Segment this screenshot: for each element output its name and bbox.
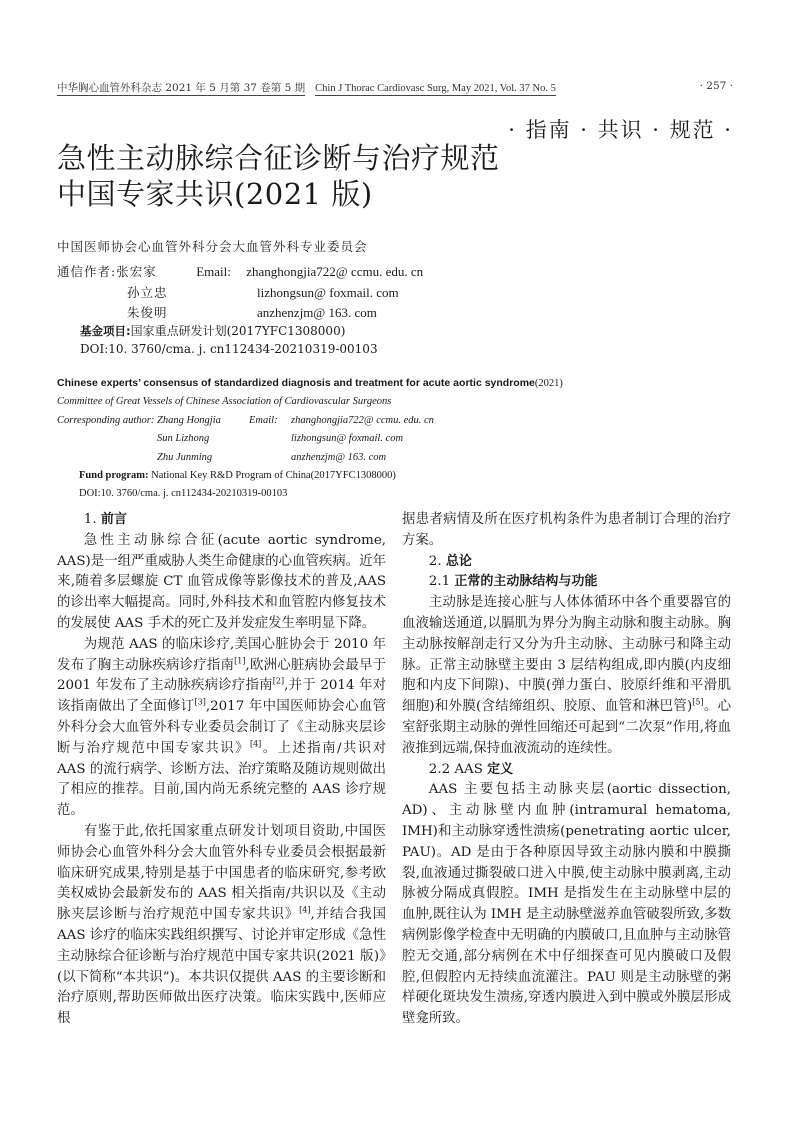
section-title: 前言	[100, 512, 127, 527]
paragraph-text: 有鉴于此,依托国家重点研发计划项目资助,中国医师协会心血管外科分会大血管外科专业委员会根据最新临床研究成果,特别是基于中国患者的临床研究,参考欧美权威协会最新发布的 AAS 相关指南/共识以及《主动脉夹层诊断与治疗规范中国专家共识》	[57, 823, 386, 923]
english-fund-label: Fund program:	[79, 470, 149, 482]
section-heading	[402, 760, 731, 781]
author-row	[57, 262, 423, 283]
citation-ref[interactable]: [4]	[249, 739, 262, 749]
citation-ref[interactable]: [1]	[234, 656, 246, 666]
english-committee: Committee of Great Vessels of Chinese Association of Cardiovascular Surgeons	[57, 396, 392, 408]
english-author-email: zhanghongjia722@ ccmu. edu. cn	[291, 414, 434, 426]
body-column-right	[402, 510, 731, 1030]
author-name: 朱俊明	[127, 305, 168, 320]
paragraph-text: 。上述指南/共识对 AAS 的流行病学、诊断方法、治疗策略及随访规则做出了相应的推荐。目前,国内尚无系统完整的 AAS 诊疗规范。	[57, 740, 386, 819]
section-number: 2.	[428, 553, 446, 569]
english-email-label: Email:	[249, 414, 278, 426]
author-email: anzhenzjm@ 163. com	[257, 305, 377, 320]
english-author-row	[57, 449, 563, 467]
body-paragraph	[402, 780, 731, 1030]
section-title: 总论	[445, 553, 472, 569]
paragraph-text: ,并结合我国 AAS 诊疗的临床实践组织撰写、讨论并审定形成《急性主动脉综合征诊断与治疗规范中国专家共识(2021 版)》(以下简称“本共识”)。本共识仅提供 AAS 的主要诊断和治疗原则,帮助医师做出医疗决策。临床实践中,医师应根	[57, 907, 386, 1027]
section-heading	[402, 552, 731, 573]
paragraph-text: 急性主动脉综合征(acute aortic syndrome, AAS)是一组严重威胁人类生命健康的心血管疾病。近年来,随着多层螺旋 CT 血管成像等影像技术的普及,AAS 的诊出率大幅提高。同时,外科技术和血管腔内修复技术的发展使 AAS 手术的死亡及并发症发生率明显下降。	[57, 532, 386, 631]
organization: 中国医师协会心血管外科分会大血管外科专业委员会	[57, 239, 368, 254]
corr-author-label: 通信作者:	[57, 264, 117, 279]
paragraph-text: 主动脉是连接心脏与人体体循环中各个重要器官的血液输送通道,以膈肌为界分为胸主动脉和腹主动脉。胸主动脉按解剖走行又分为升主动脉、主动脉弓和降主动脉。正常主动脉壁主要由 3 层结构组成,即内膜(内皮细胞和内皮下间隙)、中膜(弹力蛋白、胶原纤维和平滑肌细胞)和外膜(含结缔组织、胶原、血管和淋巴管)	[402, 595, 731, 715]
paragraph-text: ,2017 年中国医师协会心血管外科分会大血管外科专业委员会制订了《主动脉夹层诊断与治疗规范中国专家共识》	[57, 699, 386, 756]
body-paragraph	[402, 510, 731, 552]
author-row	[57, 303, 423, 324]
body-paragraph	[57, 635, 386, 822]
english-author-row	[57, 412, 563, 430]
paragraph-text: AAS 主要包括主动脉夹层(aortic dissection, AD)、主动脉壁内血肿(intramural hematoma, IMH)和主动脉穿透性溃疡(penetrating aortic ulcer, PAU)。AD 是由于各种原因导致主动脉内膜和中膜撕裂,血液通过撕裂破口进入中膜,使主动脉中膜剥离,主动脉被分隔成真假腔。IMH 是指发生在主动脉壁中层的血肿,既往认为 IMH 是主动脉壁滋养血管破裂所致,多数病例影像学检查中无明确的内膜破口,且血肿与主动脉管腔无交通,部分病例在术中仔细探查可见内膜破口及假腔,但假腔内无持续血流灌注。PAU 则是主动脉壁的粥样硬化斑块发生溃疡,穿透内膜进入到中膜或外膜层形成壁龛所致。	[402, 782, 731, 1027]
title-line-2: 中国专家共识(2021 版)	[57, 177, 373, 211]
english-author-row	[57, 430, 563, 448]
english-author-email: anzhenzjm@ 163. com	[291, 451, 387, 463]
fund-info	[80, 322, 378, 358]
journal-cn: 中华胸心血管外科杂志 2021 年 5 月第 37 卷第 5 期	[57, 82, 306, 94]
section-number: 1.	[83, 512, 101, 527]
paragraph-text: 据患者病情及所在医疗机构条件为患者制订合理的治疗方案。	[402, 512, 731, 548]
page-title	[57, 140, 500, 212]
english-corr-label: Corresponding author:	[57, 414, 155, 426]
section-number: 2.2 AAS	[428, 761, 488, 777]
author-name: 孙立忠	[127, 284, 168, 300]
body-column-left	[57, 510, 386, 1030]
body-paragraph	[402, 593, 731, 759]
english-title-year: (2021)	[534, 378, 563, 389]
english-author-name: Zhu Junming	[157, 451, 213, 463]
email-label: Email:	[196, 264, 231, 279]
title-line-1: 急性主动脉综合征诊断与治疗规范	[57, 141, 500, 175]
body-paragraph	[57, 531, 386, 635]
doi: DOI:10. 3760/cma. j. cn112434-20210319-00103	[80, 342, 378, 356]
section-tag: · 指南 · 共识 · 规范 ·	[508, 118, 733, 142]
running-header	[57, 80, 556, 95]
paragraph-text: ,欧洲心脏病协会最早于 2001 年发布了主动脉疾病诊疗指南	[57, 657, 386, 694]
citation-ref[interactable]: [5]	[692, 697, 704, 707]
section-heading	[57, 510, 386, 531]
body-paragraph	[57, 822, 386, 1030]
journal-en: Chin J Thorac Cardiovasc Surg, May 2021, Vol. 37 No. 5	[315, 83, 556, 94]
citation-ref[interactable]: [3]	[194, 697, 206, 707]
author-row	[57, 283, 423, 304]
fund-label: 基金项目:	[80, 324, 131, 338]
fund-text: 国家重点研发计划(2017YFC1308000)	[130, 324, 346, 338]
author-name: 张宏家	[116, 264, 157, 279]
section-title: 正常的主动脉结构与功能	[454, 574, 598, 590]
citation-ref[interactable]: [4]	[299, 905, 311, 915]
english-title: Chinese experts’ consensus of standardized diagnosis and treatment for acute aortic syndrome	[57, 377, 535, 389]
section-title: 定义	[487, 761, 514, 777]
english-doi: DOI:10. 3760/cma. j. cn112434-20210319-00103	[79, 488, 288, 500]
author-email: lizhongsun@ foxmail. com	[257, 284, 399, 300]
author-email: zhanghongjia722@ ccmu. edu. cn	[246, 264, 424, 279]
page-number: · 257 ·	[699, 80, 733, 92]
english-author-email: lizhongsun@ foxmail. com	[291, 433, 404, 445]
english-abstract-header	[57, 374, 563, 504]
section-heading	[402, 572, 731, 593]
english-fund-text: National Key R&D Program of China(2017YFC1308000)	[151, 470, 396, 482]
author-list	[57, 262, 423, 324]
paragraph-text: 为规范 AAS 的临床诊疗,美国心脏协会于 2010 年发布了胸主动脉疾病诊疗指南	[57, 636, 386, 673]
paragraph-text: ,并于 2014 年对该指南做出了全面修订	[57, 678, 386, 715]
english-author-name: Sun Lizhong	[157, 433, 210, 445]
english-author-name: Zhang Hongjia	[157, 414, 221, 426]
paragraph-text: 。心室舒张期主动脉的弹性回缩还可起到“二次泵”作用,将血液推到远端,保持血液流动的连续性。	[402, 699, 732, 756]
citation-ref[interactable]: [2]	[272, 676, 285, 686]
section-number: 2.1	[428, 574, 455, 590]
